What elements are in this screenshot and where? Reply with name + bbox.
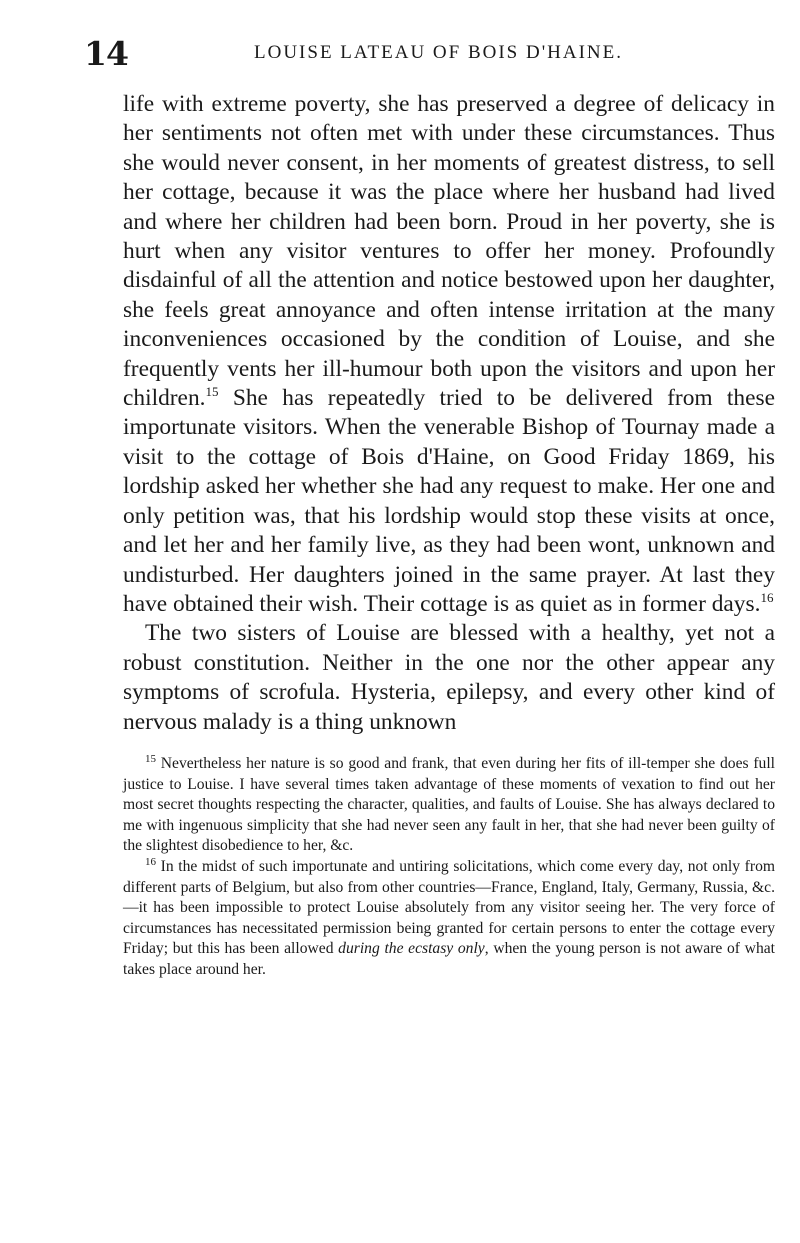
page-header bbox=[84, 34, 774, 74]
footnote-text: , when the young person is not aware of what takes place around her. bbox=[123, 940, 775, 978]
footnote-text: Nevertheless her nature is so good and frank, that even during her fits of ill-temper she does full justice to Louise. I have several times taken advantage of these moments of vexation to find out her most secret thoughts respecting the character, qualities, and faults of Louise. She has always declared to me with ingenuous simplicity that she had never seen any fault in her, that she had never been guilty of the slightest disobedience to her, &c. bbox=[123, 755, 775, 855]
footnote-ref: 16 bbox=[760, 589, 774, 605]
paragraph bbox=[123, 90, 775, 619]
paragraph: The two sisters of Louise are blessed with a healthy, yet not a robust constitution. Neither in the one nor the other appear any symptoms of scrofula. Hysteria, epilepsy, and every other kind of nervous malady is a thing unknown bbox=[123, 620, 775, 735]
page-number: 14 bbox=[84, 34, 128, 73]
footnote-number: 16 bbox=[145, 855, 156, 868]
paragraph-text: life with extreme poverty, she has preserved a degree of delicacy in her sentiments not often met with under these circumstances. Thus she would never consent, in her moments of greatest distress, to sell her cottage, because it was the place where her husband had lived and where her children had been born. Proud in her poverty, she is hurt when any visitor ventures to offer her money. Profoundly disdainful of all the attention and notice bestowed upon her daughter, she feels great annoyance and often intense irritation at the many inconveniences occasioned by the condition of Louise, and she frequently vents her ill-humour both upon the visitors and upon her children. bbox=[123, 91, 775, 412]
footnote-italic-text: during the ecstasy only bbox=[338, 940, 485, 958]
footnote-ref: 15 bbox=[205, 384, 219, 400]
footnote-16 bbox=[123, 857, 775, 981]
footnote-text: In the midst of such importunate and untiring solicitations, which come every day, not only from different parts of Belgium, but also from other countries—France, England, Italy, Germany, Russia, &c.—it has been impossible to protect Louise absolutely from any visitor seeing her. The very force of circumstances has necessitated permission being granted for certain persons to enter the cottage every Friday; but this has been allowed bbox=[123, 857, 775, 958]
footnote-15 bbox=[123, 754, 775, 857]
footnotes bbox=[123, 754, 775, 981]
body-text bbox=[123, 90, 775, 737]
footnote-number: 15 bbox=[145, 753, 156, 765]
running-head: LOUISE LATEAU OF BOIS D'HAINE. bbox=[254, 42, 623, 63]
paragraph-text: She has repeatedly tried to be delivered from these importunate visitors. When the venerable Bishop of Tournay made a visit to the cottage of Bois d'Haine, on Good Friday 1869, his lordship asked her whether she had any request to make. Her one and only petition was, that his lordship would stop these visits at once, and let her and her family live, as they had been wont, unknown and undisturbed. Her daughters joined in the same prayer. At last they have obtained their wish. Their cottage is as quiet as in former days. bbox=[123, 385, 775, 617]
